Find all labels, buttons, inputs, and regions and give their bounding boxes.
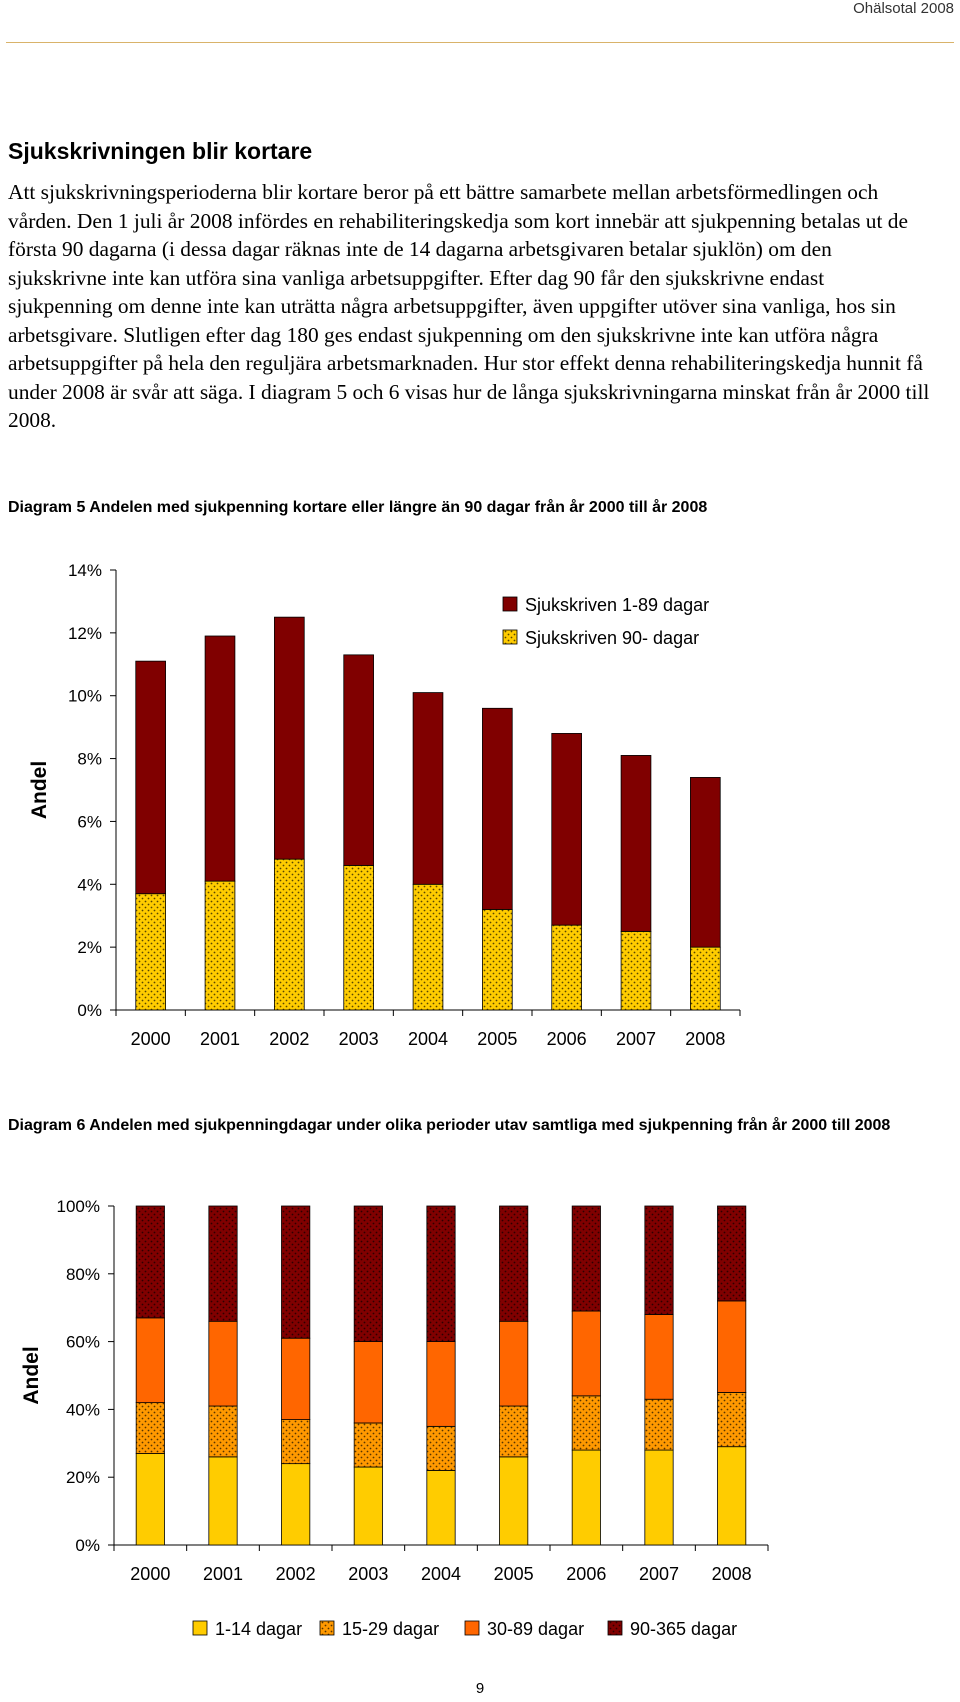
bar-sjukskriven-1-89-dagar-2002 [274, 617, 304, 859]
x-tick-label: 2006 [566, 1564, 607, 1584]
bar-15-29-dagar-2000 [136, 1403, 164, 1454]
y-tick-label: 14% [67, 561, 102, 580]
x-tick-label: 2004 [420, 1564, 462, 1584]
bar-15-29-dagar-2004 [427, 1426, 455, 1470]
bar-1-14-dagar-2003 [354, 1467, 382, 1545]
bar-30-89-dagar-2007 [645, 1314, 673, 1399]
bar-90-365-dagar-2003 [354, 1206, 382, 1342]
x-tick-label: 2008 [711, 1564, 752, 1584]
bar-sjukskriven-1-89-dagar-2001 [205, 636, 235, 881]
bar-sjukskriven-90-dagar-2008 [690, 947, 720, 1010]
x-tick-label: 2002 [269, 1029, 310, 1049]
bar-90-365-dagar-2004 [427, 1206, 455, 1342]
bar-90-365-dagar-2006 [572, 1206, 600, 1311]
bar-1-14-dagar-2002 [281, 1464, 309, 1545]
bar-15-29-dagar-2007 [645, 1399, 673, 1450]
y-tick-label: 40% [65, 1400, 100, 1420]
bar-15-29-dagar-2001 [209, 1406, 237, 1457]
legend-label-sjukskriven-90-dagar: Sjukskriven 90- dagar [525, 628, 700, 648]
legend-label-15-29-dagar: 15-29 dagar [342, 1619, 440, 1639]
y-tick-label: 100% [56, 1197, 100, 1216]
bar-sjukskriven-1-89-dagar-2007 [621, 755, 651, 931]
legend-swatch-90-365-dagar [608, 1621, 622, 1635]
legend-swatch-15-29-dagar [320, 1621, 334, 1635]
legend-swatch-sjukskriven-1-89-dagar [503, 597, 517, 611]
y-axis-title: Andel [28, 760, 51, 820]
legend-label-90-365-dagar: 90-365 dagar [630, 1619, 738, 1639]
bar-sjukskriven-1-89-dagar-2004 [413, 693, 443, 885]
bar-1-14-dagar-2006 [572, 1450, 600, 1545]
y-tick-label: 0% [77, 1001, 102, 1020]
bar-90-365-dagar-2007 [645, 1206, 673, 1314]
x-tick-label: 2000 [130, 1029, 171, 1049]
x-tick-label: 2003 [338, 1029, 379, 1049]
bar-90-365-dagar-2000 [136, 1206, 164, 1318]
page-header-title: Ohälsotal 2008 [853, 0, 954, 17]
section-body-text: Att sjukskrivningsperioderna blir kortare beror på ett bättre samarbete mellan arbetsförmedlingen och vården. Den 1 juli år 2008 infördes en rehabiliteringskedja som kort innebär att sjukpenning betalas ut de första 90 dagarna (i dessa dagar räknas inte de 14 dagarna arbetsgivaren betalar sjuklön) om den sjukskrivne inte kan utföra sina vanliga arbetsuppgifter. Efter dag 90 får den sjukskrivne endast sjukpenning om denne inte kan uträtta några arbetsuppgifter, även uppgifter utöver sina vanliga, hos sin arbetsgivare. Slutligen efter dag 180 ges endast sjukpenning om den sjukskrivne inte kan utföra några arbetsuppgifter på hela den reguljära arbetsmarknaden. Hur stor effekt denna rehabiliteringskedja hunnit få under 2008 är svår att säga. I diagram 5 och 6 visas hur de långa sjukskrivningarna minskat från år 2000 till 2008. [8, 180, 930, 432]
y-tick-label: 20% [65, 1468, 100, 1488]
bar-sjukskriven-1-89-dagar-2003 [344, 655, 374, 866]
y-tick-label: 80% [65, 1264, 100, 1284]
x-tick-label: 2007 [638, 1564, 680, 1584]
bar-90-365-dagar-2002 [281, 1206, 309, 1338]
bar-sjukskriven-90-dagar-2002 [274, 859, 304, 1010]
page-number: 9 [475, 1680, 485, 1697]
y-tick-label: 10% [67, 686, 102, 706]
bar-30-89-dagar-2002 [281, 1338, 309, 1419]
bar-1-14-dagar-2000 [136, 1453, 164, 1545]
bar-sjukskriven-1-89-dagar-2008 [690, 777, 720, 947]
legend-label-1-14-dagar: 1-14 dagar [215, 1619, 303, 1639]
bar-15-29-dagar-2008 [717, 1392, 745, 1446]
x-tick-label: 2008 [685, 1029, 726, 1049]
bar-sjukskriven-90-dagar-2005 [482, 909, 512, 1010]
bar-sjukskriven-90-dagar-2001 [205, 881, 235, 1010]
bar-sjukskriven-1-89-dagar-2000 [136, 661, 166, 894]
bar-1-14-dagar-2008 [717, 1447, 745, 1545]
bar-15-29-dagar-2002 [281, 1420, 309, 1464]
bar-sjukskriven-90-dagar-2006 [552, 925, 582, 1010]
bar-30-89-dagar-2004 [427, 1342, 455, 1427]
diagram6-chart [0, 1180, 960, 1650]
x-tick-label: 2005 [493, 1564, 534, 1584]
bar-sjukskriven-90-dagar-2007 [621, 931, 651, 1010]
bar-15-29-dagar-2003 [354, 1423, 382, 1467]
y-tick-label: 8% [77, 749, 102, 769]
y-tick-label: 4% [77, 875, 102, 895]
bar-sjukskriven-90-dagar-2003 [344, 865, 374, 1010]
bar-30-89-dagar-2000 [136, 1318, 164, 1403]
header-divider [6, 42, 954, 43]
x-tick-label: 2005 [477, 1029, 518, 1049]
y-tick-label: 2% [77, 938, 102, 958]
x-tick-label: 2007 [615, 1029, 657, 1049]
bar-30-89-dagar-2001 [209, 1321, 237, 1406]
legend-swatch-1-14-dagar [193, 1621, 207, 1635]
bar-sjukskriven-1-89-dagar-2006 [552, 733, 582, 925]
bar-1-14-dagar-2007 [645, 1450, 673, 1545]
y-axis-title: Andel [20, 1346, 43, 1405]
bar-15-29-dagar-2006 [572, 1396, 600, 1450]
diagram6-caption: Diagram 6 Andelen med sjukpenningdagar under olika perioder utav samtliga med sjukpenning från år 2000 till 2008 [8, 1117, 891, 1134]
bar-90-365-dagar-2001 [209, 1206, 237, 1321]
bar-1-14-dagar-2001 [209, 1457, 237, 1545]
diagram5-caption: Diagram 5 Andelen med sjukpenning kortare eller längre än 90 dagar från år 2000 till år 2008 [8, 499, 708, 516]
bar-sjukskriven-90-dagar-2004 [413, 884, 443, 1010]
diagram5-chart [0, 540, 960, 1060]
bar-sjukskriven-90-dagar-2000 [136, 894, 166, 1010]
x-tick-label: 2000 [130, 1564, 171, 1584]
bar-30-89-dagar-2006 [572, 1311, 600, 1396]
bar-1-14-dagar-2004 [427, 1470, 455, 1545]
bar-1-14-dagar-2005 [499, 1457, 527, 1545]
bar-90-365-dagar-2008 [717, 1206, 745, 1301]
bar-90-365-dagar-2005 [499, 1206, 527, 1321]
x-tick-label: 2001 [199, 1029, 241, 1049]
bar-30-89-dagar-2005 [499, 1321, 527, 1406]
x-tick-label: 2006 [546, 1029, 587, 1049]
y-tick-label: 60% [65, 1332, 100, 1352]
legend-label-sjukskriven-1-89-dagar: Sjukskriven 1-89 dagar [525, 595, 710, 615]
bar-15-29-dagar-2005 [499, 1406, 527, 1457]
y-tick-label: 0% [75, 1536, 100, 1555]
legend-swatch-sjukskriven-90-dagar [503, 630, 517, 644]
legend-swatch-30-89-dagar [465, 1621, 479, 1635]
bar-sjukskriven-1-89-dagar-2005 [482, 708, 512, 909]
bar-30-89-dagar-2003 [354, 1342, 382, 1423]
x-tick-label: 2004 [407, 1029, 449, 1049]
bar-30-89-dagar-2008 [717, 1301, 745, 1393]
legend-label-30-89-dagar: 30-89 dagar [487, 1619, 585, 1639]
x-tick-label: 2002 [275, 1564, 316, 1584]
y-tick-label: 12% [67, 623, 102, 643]
x-tick-label: 2001 [202, 1564, 244, 1584]
section-heading: Sjukskrivningen blir kortare [8, 138, 313, 164]
y-tick-label: 6% [77, 812, 102, 832]
x-tick-label: 2003 [348, 1564, 389, 1584]
